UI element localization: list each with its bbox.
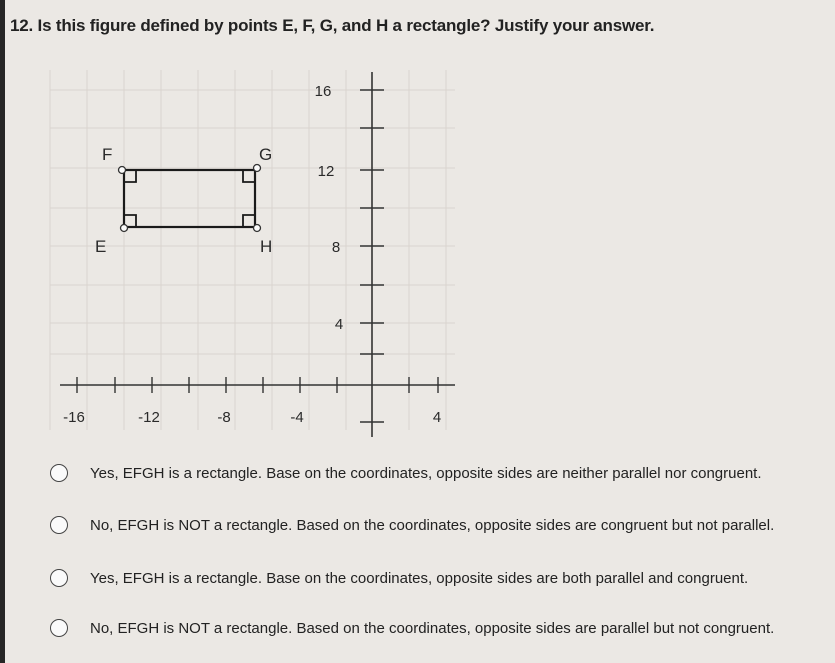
- choice-label: No, EFGH is NOT a rectangle. Based on the coordinates, opposite sides are parallel but not congruent.: [90, 619, 775, 637]
- radio-button[interactable]: [50, 619, 68, 637]
- choice-option-4[interactable]: [50, 613, 774, 643]
- point-e: [121, 225, 128, 232]
- x-tick-label: -16: [63, 409, 85, 426]
- choice-option-3[interactable]: [50, 563, 748, 593]
- x-tick-label: -8: [217, 409, 231, 426]
- point-g: [254, 165, 261, 172]
- point-h: [254, 225, 261, 232]
- x-tick-label: 4: [432, 409, 442, 426]
- y-tick-label: 4: [334, 316, 344, 333]
- y-tick-label: 16: [314, 83, 332, 100]
- y-tick-label: 12: [317, 163, 335, 180]
- question-text: 12. Is this figure defined by points E, F, G, and H a rectangle? Justify your answer.: [10, 16, 655, 35]
- grid-lines: [50, 70, 455, 430]
- point-label-e: E: [95, 237, 107, 256]
- choice-label: No, EFGH is NOT a rectangle. Based on the coordinates, opposite sides are congruent but not parallel.: [90, 516, 775, 534]
- x-tick-label: -4: [290, 409, 304, 426]
- radio-button[interactable]: [50, 464, 68, 482]
- radio-button[interactable]: [50, 569, 68, 587]
- choice-option-2[interactable]: [50, 510, 774, 540]
- choice-label: Yes, EFGH is a rectangle. Base on the coordinates, opposite sides are neither parallel nor congruent.: [90, 464, 762, 482]
- point-label-h: H: [260, 237, 273, 256]
- y-tick-label: 8: [331, 239, 341, 256]
- choice-option-1[interactable]: [50, 458, 762, 488]
- choice-label: Yes, EFGH is a rectangle. Base on the coordinates, opposite sides are both parallel and congruent.: [90, 569, 749, 587]
- point-label-f: F: [102, 145, 113, 164]
- point-f: [119, 167, 126, 174]
- x-tick-label: -12: [138, 409, 160, 426]
- radio-button[interactable]: [50, 516, 68, 534]
- point-label-g: G: [259, 145, 273, 164]
